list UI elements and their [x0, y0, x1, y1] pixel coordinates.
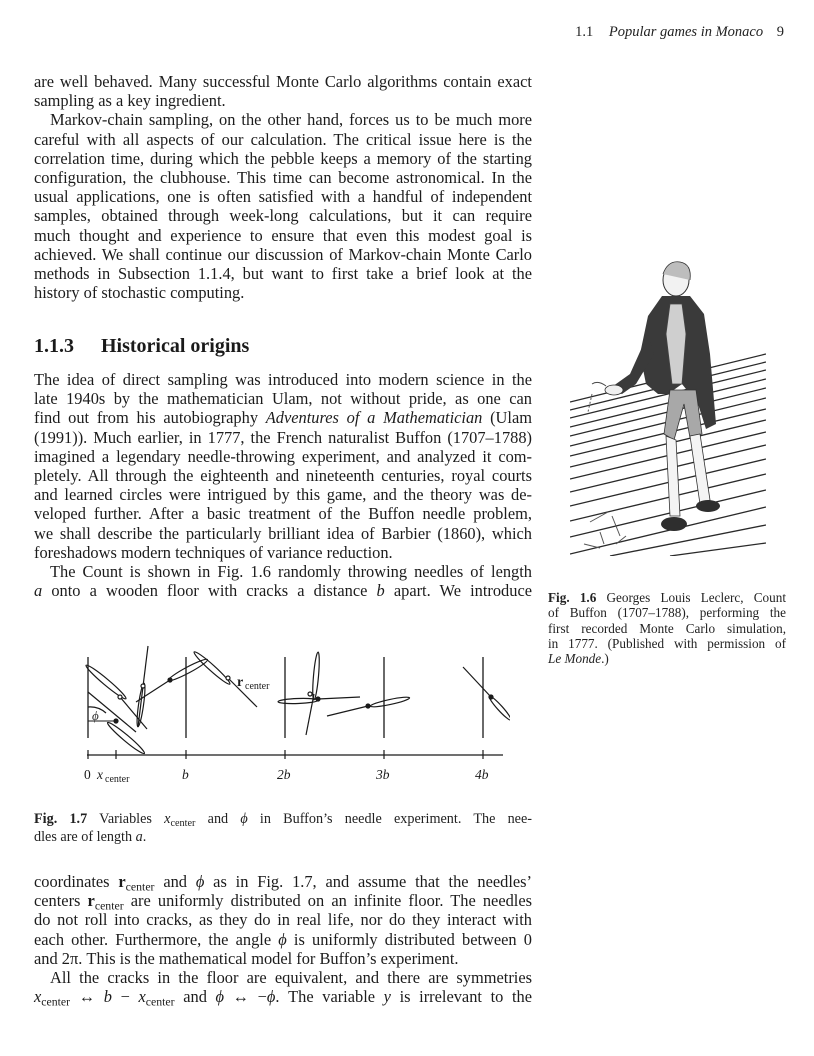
- figure-1-6-engraving: [570, 244, 766, 556]
- minus-symbol: −: [111, 987, 139, 1007]
- caption-line: [34, 828, 532, 846]
- needle-2-center: [118, 695, 122, 699]
- text-line: achieved. We shall continue our discussion of Markov-chain Monte Carlo: [34, 244, 532, 264]
- text-line: All the cracks in the floor are equivalent, and there are symmetries: [50, 968, 532, 988]
- text-line: [34, 891, 533, 913]
- caption-text: Variables: [87, 811, 165, 827]
- body-text-history: [34, 370, 532, 600]
- text-line: correlation time, during which the pebble keeps a memory of the starting: [34, 148, 532, 168]
- needle-7: [318, 697, 360, 699]
- running-head-section-number: 1.1: [575, 24, 594, 40]
- caption-text: dles are of length: [34, 829, 136, 845]
- text-line: we shall describe the particularly brilliant idea of Barbier (1860), which: [34, 523, 532, 543]
- var-phi: ϕ: [215, 987, 225, 1007]
- figure-1-7-caption: [34, 810, 532, 846]
- var-y: y: [383, 987, 391, 1007]
- tick-label-xcenter-sub: center: [105, 774, 130, 785]
- caption-line: in 1777. (Published with permission of: [548, 635, 786, 651]
- text-line: sampling as a key ingredient.: [34, 91, 226, 111]
- text-span: and: [174, 987, 216, 1007]
- caption-line: [548, 590, 786, 605]
- tick-label-3b: 3b: [376, 767, 390, 782]
- text-line: samples, obtained through week-long calculations, but it can require: [34, 206, 532, 226]
- text-line: are well behaved. Many successful Monte Carlo algorithms contain exact: [34, 72, 532, 91]
- caption-text: in Buffon’s needle experiment. The nee-: [247, 811, 533, 827]
- section-title: Historical origins: [101, 335, 250, 357]
- text-line: methods in Subsection 1.1.4, but want to first take a brief look at the: [34, 264, 532, 284]
- section-heading: [34, 335, 249, 358]
- needle-3-center: [141, 684, 145, 688]
- figure-1-6-caption: [548, 590, 786, 666]
- text-line: (1991)). Much earlier, in 1777, the French naturalist Buffon (1707–1788): [34, 427, 532, 447]
- text-line: foreshadows modern techniques of variance reduction.: [34, 542, 393, 562]
- var-phi: ϕ: [266, 987, 276, 1007]
- var-phi: ϕ: [278, 929, 287, 949]
- caption-line: first recorded Monte Carlo simulation,: [548, 620, 786, 636]
- figure-label: Fig. 1.6: [548, 590, 597, 605]
- text-span: and: [154, 872, 196, 891]
- text-span: onto a wooden floor with cracks a distance: [42, 581, 377, 601]
- text-line: pletely. All through the eighteenth and nineteenth centuries, royal courts: [34, 466, 532, 486]
- caption-text: .): [601, 651, 609, 667]
- needle-4-half: [167, 657, 209, 683]
- needle-8-half: [370, 695, 410, 708]
- text-line: Markov-chain sampling, on the other hand, forces us to be much more: [50, 110, 532, 130]
- r-center-subscript: center: [245, 681, 270, 692]
- text-line: much thought and experience to ensure that even this modest goal is: [34, 225, 532, 245]
- paragraph-exact-sampling: [34, 72, 532, 110]
- text-line: [34, 408, 532, 427]
- text-span: coordinates: [34, 872, 119, 891]
- text-line: [34, 987, 532, 1009]
- var-r: r: [118, 872, 126, 891]
- text-line: history of stochastic computing.: [34, 283, 245, 303]
- needle-4-center: [168, 678, 172, 682]
- needle-6-center: [308, 692, 312, 696]
- tick-label-4b: 4b: [475, 767, 489, 782]
- text-line: The idea of direct sampling was introduced into modern science in the: [34, 370, 532, 389]
- needle-6: [306, 694, 314, 735]
- text-line: do not roll into cracks, as they do in real life, nor do they interact with: [34, 910, 532, 930]
- paragraph-markov-chain: [34, 110, 532, 302]
- var-x: x: [138, 987, 146, 1007]
- needle-8: [327, 706, 368, 716]
- caption-text: .: [142, 829, 147, 845]
- arrow-symbol: ↔: [70, 987, 104, 1007]
- var-r: r: [87, 891, 95, 911]
- text-line: veloped further. After a basic treatment of the Buffon needle problem,: [34, 504, 532, 524]
- needle-1-half: [106, 720, 147, 755]
- body-text-bottom: [34, 872, 533, 1009]
- paragraph-historical-origins: [34, 370, 532, 562]
- needle-2: [120, 697, 147, 729]
- paragraph-count-needles: [34, 562, 532, 600]
- var-x: x: [164, 811, 171, 827]
- text-line: [34, 872, 532, 894]
- book-title: Adventures of a Mathematician: [265, 408, 483, 428]
- page-number: 9: [776, 24, 784, 40]
- caption-line: [548, 651, 786, 666]
- figure-1-7-needle-diagram: [80, 640, 510, 790]
- subscript-center: center: [145, 994, 175, 1009]
- text-span: each other. Furthermore, the angle: [34, 929, 279, 949]
- text-line: configuration, the clubhouse. This time can become astronomical. In the: [34, 168, 532, 188]
- text-line: and learned circles were intrigued by this game, and the theory was de-: [34, 485, 532, 505]
- var-phi: ϕ: [240, 811, 248, 827]
- paragraph-symmetries: [34, 968, 532, 1009]
- tick-label-b: b: [182, 767, 189, 782]
- text-span: find out from his autobiography: [34, 408, 266, 428]
- caption-text: and: [195, 811, 241, 827]
- subscript-center: center: [41, 994, 71, 1009]
- needle-8-center: [366, 704, 370, 708]
- text-span: as in Fig. 1.7, and assume that the needles’: [204, 872, 532, 891]
- body-text-top: [34, 72, 532, 302]
- arrow-symbol: ↔ −: [224, 987, 267, 1007]
- tick-label-0: 0: [84, 767, 91, 782]
- caption-text: Georges Louis Leclerc, Count: [596, 590, 786, 605]
- caption-line: of Buffon (1707–1788), performing the: [548, 605, 786, 621]
- text-span: is uniformly distributed between 0: [286, 929, 532, 949]
- var-b: b: [376, 581, 385, 601]
- tick-label-2b: 2b: [277, 767, 291, 782]
- needle-6-half: [311, 652, 320, 700]
- text-line: and 2π. This is the mathematical model for Buffon’s experiment.: [34, 948, 459, 968]
- text-line: [34, 581, 532, 600]
- caption-line: [34, 810, 532, 828]
- text-line: usual applications, one is often satisfied with a handful of independent: [34, 187, 532, 207]
- var-b: b: [103, 987, 112, 1007]
- newspaper-name: Le Monde: [548, 651, 602, 667]
- tick-label-xcenter: x: [97, 767, 103, 782]
- text-span: centers: [34, 891, 88, 911]
- var-a: a: [135, 829, 143, 845]
- subscript-center: center: [170, 818, 196, 830]
- text-line: The Count is shown in Fig. 1.6 randomly throwing needles of length: [50, 562, 532, 582]
- needle-9: [463, 667, 491, 697]
- var-a: a: [34, 581, 43, 601]
- r-center-label: r: [237, 675, 244, 690]
- text-line: careful with all aspects of our calculation. The critical issue here is the: [34, 129, 532, 149]
- needle-5-center: [226, 676, 230, 680]
- needle-9-center: [489, 695, 493, 699]
- text-span: (Ulam: [482, 408, 532, 428]
- subscript-center: center: [125, 879, 155, 894]
- running-head: [575, 24, 784, 41]
- text-span: are uniformly distributed on an infinite floor. The needles: [123, 891, 533, 911]
- text-line: imagined a legendary needle-throwing experiment, and analyzed it com-: [34, 446, 532, 466]
- needle-7-center: [316, 697, 320, 701]
- var-phi: ϕ: [195, 872, 205, 891]
- running-head-section-title: Popular games in Monaco: [608, 24, 764, 40]
- text-span: . The variable: [275, 987, 384, 1007]
- section-number: 1.1.3: [34, 335, 74, 357]
- subscript-center: center: [94, 898, 124, 913]
- figure-label: Fig. 1.7: [34, 811, 88, 827]
- text-span: is irrelevant to the: [390, 987, 532, 1007]
- var-x: x: [34, 987, 42, 1007]
- text-line: [34, 930, 532, 949]
- text-span: apart. We introduce: [384, 581, 532, 601]
- paragraph-coordinates: [34, 872, 532, 968]
- text-line: late 1940s by the mathematician Ulam, not without pride, as one can: [34, 389, 532, 409]
- phi-label: ϕ: [92, 708, 99, 723]
